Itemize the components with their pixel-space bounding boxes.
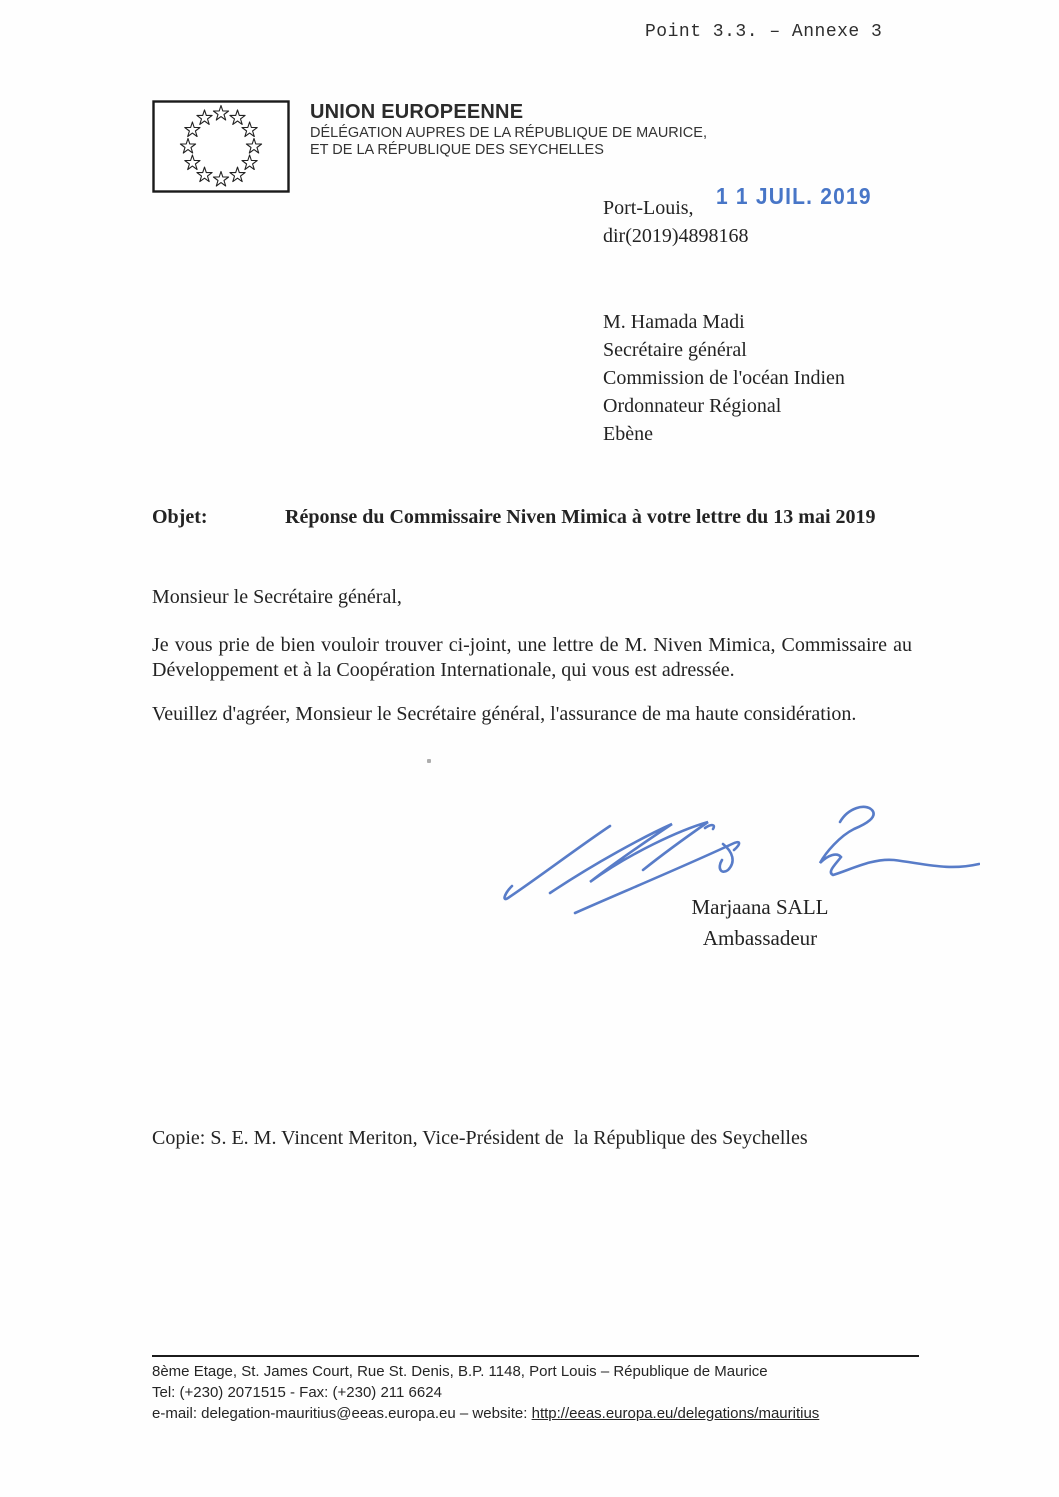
recipient-name: M. Hamada Madi [603, 311, 745, 333]
recipient-block [603, 308, 845, 448]
recipient-organization: Commission de l'océan Indien [603, 367, 845, 389]
eu-flag-icon [152, 100, 290, 198]
footer-email-website-prefix: e-mail: delegation-mauritius@eeas.europa.eu – website: [152, 1405, 532, 1422]
signatory-title: Ambassadeur [702, 926, 818, 950]
closing-line: Veuillez d'agréer, Monsieur le Secrétaire général, l'assurance de ma haute considération. [152, 703, 857, 725]
subject-label: Objet: [152, 506, 208, 528]
signatory-name: Marjaana SALL [691, 895, 829, 919]
annex-label: Point 3.3. – Annexe 3 [645, 22, 883, 42]
signatory-block [645, 892, 875, 954]
org-department [310, 125, 707, 158]
footer-block [152, 1361, 819, 1424]
place-line: Port-Louis, [603, 197, 694, 219]
footer-address: 8ème Etage, St. James Court, Rue St. Denis, B.P. 1148, Port Louis – République de Maurice [152, 1363, 768, 1380]
body-paragraph: Je vous prie de bien vouloir trouver ci-joint, une lettre de M. Niven Mimica, Commissaire au Développement et à la Coopération Internationale, qui vous est adressée. [152, 634, 912, 681]
salutation: Monsieur le Secrétaire général, [152, 586, 402, 608]
recipient-title: Secrétaire général [603, 339, 747, 361]
org-dept-line1: DÉLÉGATION AUPRES DE LA RÉPUBLIQUE DE MAURICE, [310, 125, 707, 141]
org-dept-line2: ET DE LA RÉPUBLIQUE DES SEYCHELLES [310, 141, 604, 158]
recipient-role: Ordonnateur Régional [603, 395, 782, 417]
scan-artifact-dot [427, 759, 431, 763]
date-stamp: 1 1 JUIL. 2019 [716, 184, 872, 210]
footer-tel-fax: Tel: (+230) 2071515 - Fax: (+230) 211 6624 [152, 1384, 442, 1401]
subject-text: Réponse du Commissaire Niven Mimica à votre lettre du 13 mai 2019 [285, 506, 876, 528]
copy-line: Copie: S. E. M. Vincent Meriton, Vice-Président de la République des Seychelles [152, 1127, 808, 1149]
footer-divider [152, 1355, 919, 1357]
recipient-city: Ebène [603, 423, 653, 445]
footer-website-link: http://eeas.europa.eu/delegations/mauritius [531, 1405, 820, 1422]
reference-number: dir(2019)4898168 [603, 225, 749, 247]
footer-contact-line [152, 1403, 819, 1424]
org-name: UNION EUROPEENNE [310, 101, 524, 123]
